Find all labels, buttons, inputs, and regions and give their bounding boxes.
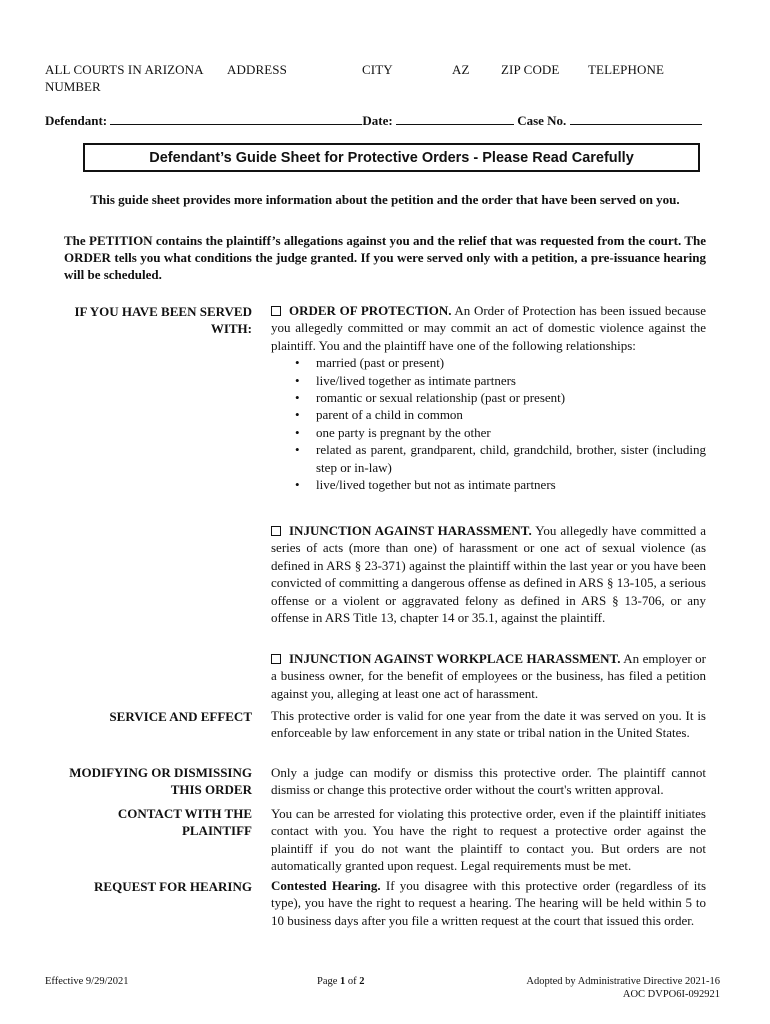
injunction-workplace-checkbox[interactable] bbox=[271, 654, 281, 664]
defendant-field[interactable] bbox=[110, 112, 362, 125]
city-label: CITY bbox=[362, 62, 393, 77]
hearing-label: REQUEST FOR HEARING bbox=[94, 879, 252, 894]
page-number: 1 bbox=[340, 976, 346, 987]
list-item: • related as parent, grandparent, child, grandchild, brother, sister (including step or in-law) bbox=[316, 441, 706, 476]
state-label: AZ bbox=[452, 62, 470, 77]
footer-effective: Effective 9/29/2021 bbox=[45, 976, 129, 987]
modifying-text: Only a judge can modify or dismiss this protective order. The plaintiff cannot dismiss or change this protective order without the court's written approval. bbox=[271, 765, 706, 798]
injunction-workplace-heading: INJUNCTION AGAINST WORKPLACE HARASSMENT. bbox=[289, 651, 621, 666]
hearing-section bbox=[271, 877, 706, 929]
injunction-workplace-section bbox=[271, 650, 706, 702]
service-effect-text: This protective order is valid for one year from the date it was served on you. It is enforceable by law enforcement in any state or tribal nation in the United States. bbox=[271, 708, 706, 741]
footer-adoption bbox=[500, 975, 720, 1001]
contact-text: You can be arrested for violating this protective order, even if the plaintiff initiates contact with you. You have the right to request a protective order against the plaintiff if you do not want the plaintiff to contact you. But orders are not automatically granted upon request. Legal requirements must be met. bbox=[271, 806, 706, 874]
hearing-heading: Contested Hearing. bbox=[271, 878, 381, 893]
telephone-label: TELEPHONE bbox=[588, 62, 664, 77]
intro-text: This guide sheet provides more information about the petition and the order that have been served on you. bbox=[90, 192, 680, 207]
petition-note: The PETITION contains the plaintiff’s allegations against you and the relief that was requested from the court. The ORDER tells you what conditions the judge granted. If you were served only with a petition, a pre-issuance hearing will be scheduled. bbox=[64, 233, 706, 282]
page-of: of bbox=[347, 976, 357, 987]
order-of-protection-checkbox[interactable] bbox=[271, 306, 281, 316]
hearing-text: If you disagree with this protective order (regardless of its type), you have the right to request a hearing. The hearing will be held within 5 to 10 business days after you file a written request at the court that issued this order. bbox=[271, 878, 707, 928]
injunction-harassment-section bbox=[271, 522, 706, 626]
footer-page bbox=[317, 975, 365, 988]
case-info-line bbox=[45, 112, 725, 129]
order-of-protection-text: An Order of Protection has been issued because you allegedly committed or may commit an act of domestic violence against the plaintiff. You and the plaintiff have one of the following relationships: bbox=[271, 303, 706, 353]
modifying-label: MODIFYING OR DISMISSING THIS ORDER bbox=[69, 765, 252, 797]
address-label: ADDRESS bbox=[227, 62, 287, 77]
case-number-field[interactable] bbox=[570, 112, 702, 125]
adopted-directive: Adopted by Administrative Directive 2021-16 bbox=[526, 976, 720, 987]
injunction-harassment-checkbox[interactable] bbox=[271, 526, 281, 536]
service-effect-label: SERVICE AND EFFECT bbox=[109, 709, 252, 724]
list-item: • romantic or sexual relationship (past or present) bbox=[316, 389, 706, 406]
page-prefix: Page bbox=[317, 976, 338, 987]
page-total: 2 bbox=[359, 976, 365, 987]
list-item: • parent of a child in common bbox=[316, 406, 706, 423]
served-with-label: IF YOU HAVE BEEN SERVED WITH: bbox=[74, 304, 252, 336]
injunction-workplace-text: An employer or a business owner, for the benefit of employees or the business, has filed a petition against you, alleging at least one act of harassment. bbox=[271, 651, 706, 701]
list-item: • one party is pregnant by the other bbox=[316, 424, 706, 441]
order-of-protection-section bbox=[271, 302, 706, 493]
date-field[interactable] bbox=[396, 112, 514, 125]
list-item: • married (past or present) bbox=[316, 354, 706, 371]
date-label: Date: bbox=[362, 113, 393, 128]
list-item: • live/lived together but not as intimate partners bbox=[316, 476, 706, 493]
defendant-label: Defendant: bbox=[45, 113, 108, 128]
form-code: AOC DVPO6I-092921 bbox=[622, 989, 720, 1000]
relationship-list bbox=[271, 354, 706, 493]
injunction-harassment-heading: INJUNCTION AGAINST HARASSMENT. bbox=[289, 523, 532, 538]
injunction-harassment-text: You allegedly have committed a series of acts (more than one) of harassment or one act of sexual violence (as defined in ARS § 23-371) against the plaintiff within the last year or you have been convicted of committing a dangerous offense as defined in ARS § 13-105, a serious offense or a violent or aggravated felony as defined in ARS § 13-706, or any offense in ARS Title 13, chapter 14 or 35.1, against the plaintiff. bbox=[271, 523, 706, 626]
order-of-protection-heading: ORDER OF PROTECTION. bbox=[289, 303, 452, 318]
courts-label: ALL COURTS IN ARIZONA bbox=[45, 62, 204, 77]
page-title: Defendant’s Guide Sheet for Protective Orders - Please Read Carefully bbox=[83, 143, 700, 172]
list-item: • live/lived together as intimate partners bbox=[316, 372, 706, 389]
number-label: NUMBER bbox=[45, 79, 101, 94]
contact-label: CONTACT WITH THE PLAINTIFF bbox=[117, 806, 252, 838]
case-number-label: Case No. bbox=[517, 113, 567, 128]
zip-label: ZIP CODE bbox=[501, 62, 560, 77]
